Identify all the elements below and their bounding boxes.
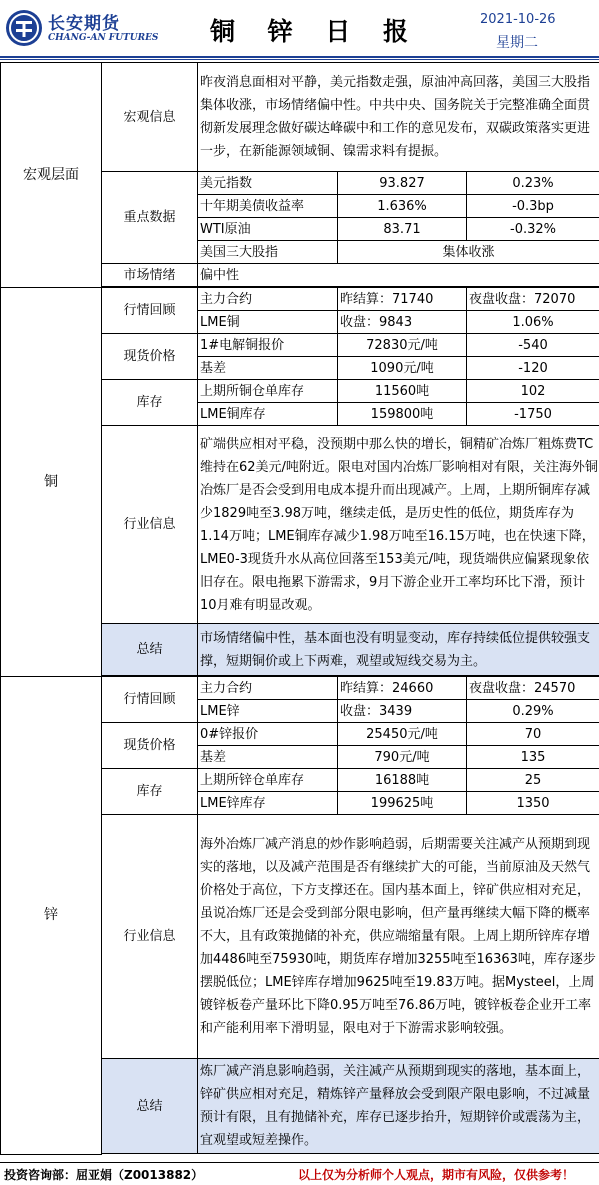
- key-data-value: 83.71: [338, 218, 467, 241]
- key-data-change: -0.32%: [467, 218, 599, 241]
- copper-shfe-inventory-change: 102: [467, 380, 599, 403]
- copper-inventory-label: 库存: [102, 380, 198, 426]
- zinc-lme-inventory-change: 1350: [467, 792, 599, 815]
- copper-prev-settle: 昨结算：71740: [338, 288, 467, 311]
- copper-spot-label: 现货价格: [102, 334, 198, 380]
- zinc-spot-change: 70: [467, 723, 599, 746]
- key-data-change: 0.23%: [467, 172, 599, 195]
- copper-basis-value: 1090元/吨: [338, 357, 467, 380]
- logo-english-name: CHANG-AN FUTURES: [48, 33, 158, 43]
- zinc-summary-text: 炼厂减产消息影响趋弱，关注减产从预期到现实的落地，基本面上，锌矿供应相对充足，精炼锌产量释放会受到限产限电影响，不过减量预计有限，且有抛储补充，库存已逐步抬升，短期锌价或震荡为主，宜观望或短差操作。: [198, 1059, 599, 1154]
- zinc-inventory-label: 库存: [102, 769, 198, 815]
- section-zinc: 锌: [1, 677, 102, 1155]
- copper-summary-text: 市场情绪偏中性，基本面也没有明显变动，库存持续低位提供较强支撑，短期铜价或上下两难，观望或短线交易为主。: [198, 624, 599, 676]
- us-stocks-value: 集体收涨: [338, 241, 599, 264]
- zinc-industry-label: 行业信息: [102, 815, 198, 1059]
- copper-shfe-inventory-name: 上期所铜仓单库存: [198, 380, 338, 403]
- zinc-spot-name: 0#锌报价: [198, 723, 338, 746]
- macro-info-label: 宏观信息: [102, 63, 198, 172]
- zinc-industry-text: 海外冶炼厂减产消息的炒作影响趋弱，后期需要关注减产从预期到现实的落地，以及减产范围是否有继续扩大的可能，当前原油及天然气价格处于高位，下方支撑还在。国内基本面上，锌矿供应相对充足，虽说冶炼厂还是会受到部分限电影响，但产量再继续大幅下降的概率不大，且有政策抛储的补充，供应端缩量有限。上周上期所锌库存增加4486吨至75930吨，期货库存增加3255吨至16363吨，库存逐步摆脱低位；LME锌库存增加9625吨至19.83万吨。据Mysteel，上周镀锌板卷产量环比下降0.95万吨至76.86万吨，镀锌板卷企业开工率和产能利用率下滑明显，限电对于下游需求影响较强。: [198, 815, 599, 1059]
- zinc-market-label: 行情回顾: [102, 677, 198, 723]
- key-data-label: 重点数据: [102, 172, 198, 264]
- logo-name: 长安期货: [48, 9, 120, 34]
- zinc-basis-value: 790元/吨: [338, 746, 467, 769]
- zinc-night-close: 夜盘收盘：24570: [467, 677, 599, 700]
- zinc-prev-settle: 昨结算：24660: [338, 677, 467, 700]
- report-weekday: 星期二: [496, 32, 538, 52]
- macro-info-text: 昨夜消息面相对平静，美元指数走强，原油冲高回落，美国三大股指集体收涨，市场情绪偏中性。中共中央、国务院关于完整准确全面贯彻新发展理念做好碳达峰碳中和工作的意见发布，双碳政策落实更进一步，在新能源领域铜、镍需求料有提振。: [198, 63, 599, 172]
- report-date: 2021-10-26: [480, 12, 556, 27]
- copper-spot-price: 72830元/吨: [338, 334, 467, 357]
- zinc-spot-price: 25450元/吨: [338, 723, 467, 746]
- copper-market-label: 行情回顾: [102, 288, 198, 334]
- report-header: [0, 0, 599, 60]
- report-table: [0, 62, 599, 1155]
- sentiment-value: 偏中性: [198, 264, 599, 287]
- zinc-shfe-inventory-change: 25: [467, 769, 599, 792]
- copper-shfe-inventory-value: 11560吨: [338, 380, 467, 403]
- zinc-lme-name: LME锌: [198, 700, 338, 723]
- copper-night-close: 夜盘收盘：72070: [467, 288, 599, 311]
- zinc-main-contract: 主力合约: [198, 677, 338, 700]
- section-macro: 宏观层面: [1, 63, 102, 288]
- copper-industry-text: 矿端供应相对平稳，没预期中那么快的增长，铜精矿冶炼厂粗炼费TC维持在62美元/吨附近。限电对国内冶炼厂影响相对有限，关注海外铜冶炼厂是否会受到用电成本提升而出现减产。上周，上期所铜库存减少1829吨至3.98万吨，继续走低，是历史性的低位，期货库存为1.14万吨；LME铜库存减少1.98万吨至16.15万吨，也在快速下降，LME0-3现货升水从高位回落至153美元/吨，现货端供应偏紧现象依旧存在。限电拖累下游需求，9月下游企业开工率均环比下滑，预计10月难有明显改观。: [198, 426, 599, 624]
- key-data-change: -0.3bp: [467, 195, 599, 218]
- zinc-lme-change: 0.29%: [467, 700, 599, 723]
- footer-disclaimer: 以上仅为分析师个人观点，期市有风险，仅供参考！: [298, 1166, 574, 1183]
- report-title: 铜 锌 日 报: [200, 12, 430, 48]
- copper-basis-change: -120: [467, 357, 599, 380]
- sentiment-label: 市场情绪: [102, 264, 198, 287]
- key-data-name: 美元指数: [198, 172, 338, 195]
- copper-lme-inventory-value: 159800吨: [338, 403, 467, 426]
- company-logo: [6, 8, 156, 50]
- footer-contact: 投资咨询部：屈亚娟（Z0013882）: [4, 1166, 203, 1183]
- report-footer: [0, 1162, 599, 1185]
- logo-emblem-icon: [6, 10, 42, 46]
- header-divider-thick: [0, 56, 599, 58]
- zinc-lme-inventory-name: LME锌库存: [198, 792, 338, 815]
- zinc-spot-label: 现货价格: [102, 723, 198, 769]
- copper-spot-name: 1#电解铜报价: [198, 334, 338, 357]
- copper-main-contract: 主力合约: [198, 288, 338, 311]
- copper-lme-inventory-name: LME铜库存: [198, 403, 338, 426]
- zinc-basis-change: 135: [467, 746, 599, 769]
- copper-basis-name: 基差: [198, 357, 338, 380]
- key-data-name: 十年期美债收益率: [198, 195, 338, 218]
- zinc-lme-close: 收盘：3439: [338, 700, 467, 723]
- copper-spot-change: -540: [467, 334, 599, 357]
- us-stocks-name: 美国三大股指: [198, 241, 338, 264]
- section-copper: 铜: [1, 288, 102, 677]
- copper-lme-change: 1.06%: [467, 311, 599, 334]
- copper-lme-close: 收盘：9843: [338, 311, 467, 334]
- key-data-value: 1.636%: [338, 195, 467, 218]
- key-data-name: WTI原油: [198, 218, 338, 241]
- zinc-shfe-inventory-value: 16188吨: [338, 769, 467, 792]
- copper-industry-label: 行业信息: [102, 426, 198, 624]
- zinc-basis-name: 基差: [198, 746, 338, 769]
- zinc-shfe-inventory-name: 上期所锌仓单库存: [198, 769, 338, 792]
- zinc-lme-inventory-value: 199625吨: [338, 792, 467, 815]
- header-divider-thin: [0, 59, 599, 60]
- copper-lme-inventory-change: -1750: [467, 403, 599, 426]
- key-data-value: 93.827: [338, 172, 467, 195]
- copper-summary-label: 总结: [102, 624, 198, 676]
- copper-lme-name: LME铜: [198, 311, 338, 334]
- zinc-summary-label: 总结: [102, 1059, 198, 1154]
